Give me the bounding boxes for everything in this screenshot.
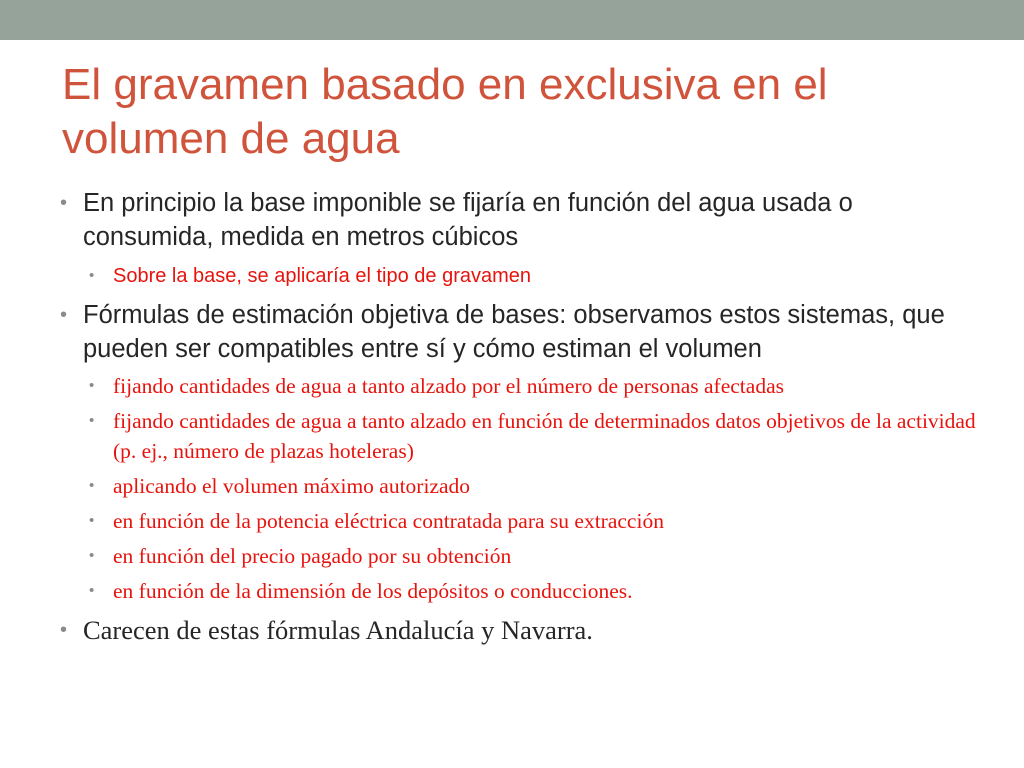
bullet-dot-icon: • [89,582,95,599]
bullet-item [56,186,986,254]
bullet-dot-icon: • [89,477,95,494]
sub-bullet-text: en función de la dimensión de los depósitos o conducciones. [113,579,633,603]
bullet-text: En principio la base imponible se fijaría en función del agua usada o consumida, medida en metros cúbicos [83,189,853,251]
slide-title: El gravamen basado en exclusiva en el volumen de agua [62,60,828,163]
bullet-dot-icon: • [89,412,95,429]
sub-bullet-item [56,506,986,536]
sub-bullet-item [56,406,986,466]
sub-bullet-text: en función de la potencia eléctrica contratada para su extracción [113,509,664,533]
sub-bullet-text: Sobre la base, se aplicaría el tipo de gravamen [113,265,532,287]
bullet-dot-icon: • [89,267,95,284]
sub-bullet-text: fijando cantidades de agua a tanto alzado en función de determinados datos objetivos de la actividad (p. ej., número de plazas hoteleras) [113,409,976,463]
sub-bullet-item [56,471,986,501]
bullet-dot-icon: • [60,619,68,641]
bullet-text: Fórmulas de estimación objetiva de bases: observamos estos sistemas, que pueden ser compatibles entre sí y cómo estiman el volumen [83,301,945,363]
sub-bullet-text: aplicando el volumen máximo autorizado [113,474,471,498]
sub-bullet-text: en función del precio pagado por su obtención [113,544,512,568]
top-accent-bar [0,0,1024,40]
sub-bullet-item [56,371,986,401]
bullet-text: Carecen de estas fórmulas Andalucía y Navarra. [83,615,593,645]
bullet-dot-icon: • [60,192,68,214]
bullet-dot-icon: • [60,304,68,326]
sub-bullet-text: fijando cantidades de agua a tanto alzado por el número de personas afectadas [113,374,784,398]
bullet-dot-icon: • [89,512,95,529]
bullet-item [56,613,986,647]
bullet-item [56,298,986,366]
sub-bullet-item [56,541,986,571]
sub-bullet-item [56,576,986,606]
bullet-dot-icon: • [89,377,95,394]
slide-content [56,186,986,647]
bullet-dot-icon: • [89,547,95,564]
sub-bullet-item [56,261,986,291]
